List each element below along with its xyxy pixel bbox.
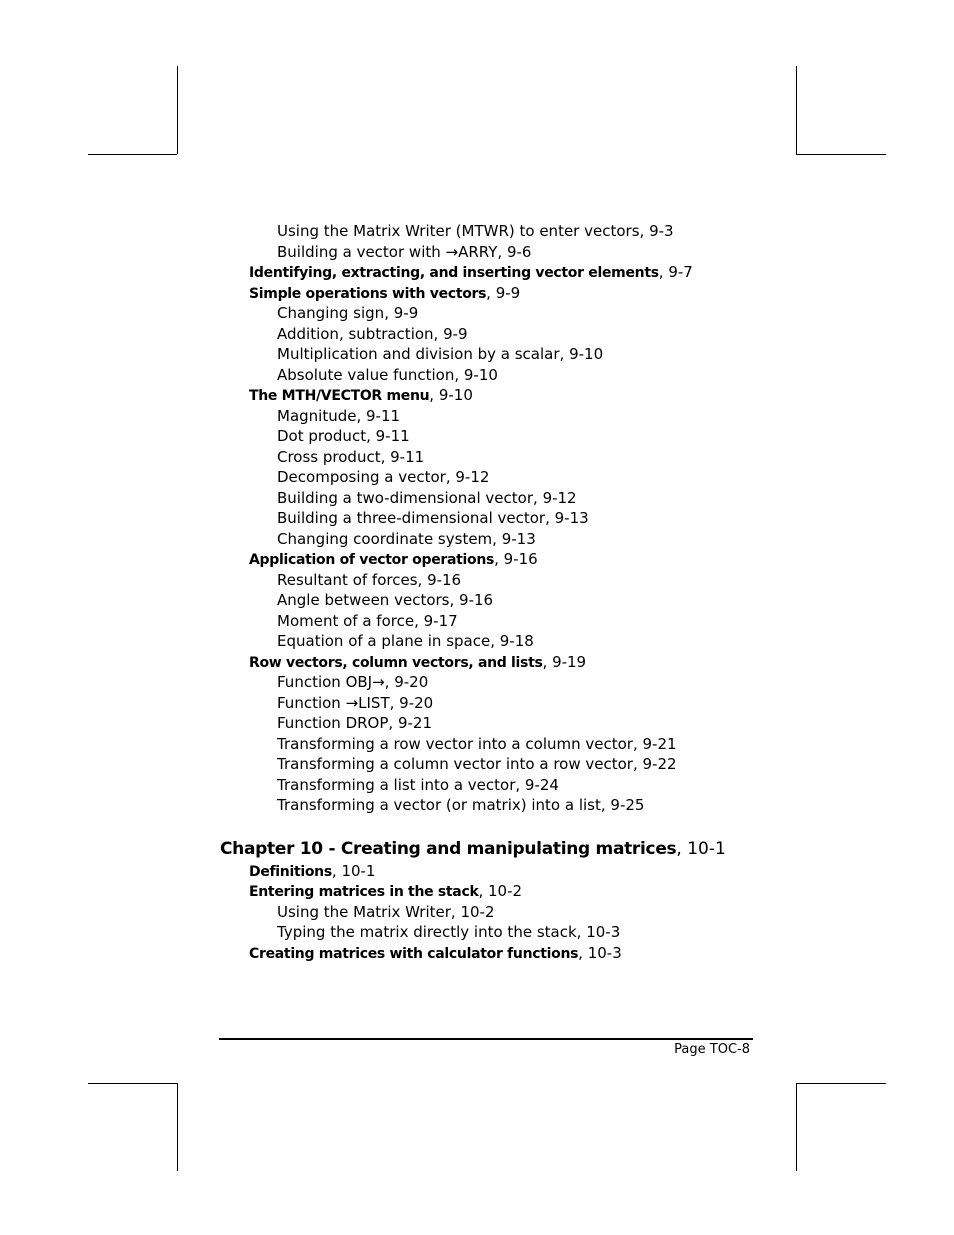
- toc-entry-page: 9-6: [506, 242, 532, 261]
- toc-section-entry: [249, 385, 473, 406]
- toc-entry-separator: ,: [494, 550, 504, 568]
- toc-entry-separator: ,: [676, 838, 688, 859]
- toc-subsection-entry: [277, 570, 461, 590]
- toc-entry-page: 9-17: [423, 611, 458, 630]
- toc-entry-title: Addition, subtraction: [277, 324, 434, 343]
- toc-entry-title: Using the Matrix Writer (MTWR) to enter vectors: [277, 222, 640, 240]
- toc-entry-title: Cross product: [277, 447, 381, 466]
- toc-entry-title: Building a vector with →ARRY: [277, 242, 498, 261]
- crop-mark: [796, 66, 797, 154]
- toc-entry-separator: ,: [515, 775, 525, 794]
- toc-entry-title: Moment of a force: [277, 611, 415, 630]
- toc-entry-page: 9-3: [649, 222, 674, 240]
- crop-mark: [177, 66, 178, 154]
- toc-entry-title: Definitions: [249, 863, 332, 880]
- toc-entry-title: Using the Matrix Writer: [277, 902, 451, 921]
- toc-entry-separator: ,: [578, 943, 588, 962]
- toc-subsection-entry: [277, 672, 428, 692]
- toc-entry-page: 10-3: [587, 943, 622, 962]
- toc-entry-title: Transforming a vector (or matrix) into a list: [277, 796, 601, 814]
- toc-entry-page: 9-11: [375, 427, 410, 445]
- toc-entry-page: 9-7: [668, 263, 693, 281]
- toc-entry-separator: ,: [576, 923, 587, 941]
- toc-subsection-entry: [277, 365, 498, 385]
- toc-entry-title: Resultant of forces: [277, 570, 418, 589]
- toc-entry-title: Application of vector operations: [249, 552, 495, 568]
- toc-entry-separator: ,: [388, 714, 398, 732]
- toc-entry-separator: ,: [449, 591, 460, 609]
- toc-entry-page: 9-18: [499, 632, 534, 650]
- toc-entry-title: Changing sign: [277, 304, 385, 322]
- toc-entry-page: 9-10: [463, 365, 498, 384]
- toc-entry-separator: ,: [384, 673, 395, 691]
- toc-entry-page: 9-11: [390, 447, 425, 466]
- toc-subsection-entry: [277, 775, 559, 795]
- toc-chapter-entry: [220, 838, 726, 860]
- toc-section-entry: [249, 943, 622, 964]
- toc-entry-page: 9-21: [642, 734, 677, 753]
- toc-entry-title: Entering matrices in the stack: [249, 884, 479, 900]
- toc-section-entry: [249, 283, 520, 304]
- toc-entry-separator: ,: [542, 652, 553, 671]
- toc-entry-separator: ,: [366, 427, 376, 445]
- toc-entry-title: Typing the matrix directly into the stack: [277, 923, 577, 941]
- toc-entry-title: Function OBJ→: [277, 673, 385, 691]
- toc-entry-title: Building a three-dimensional vector: [277, 509, 546, 527]
- toc-subsection-entry: [277, 693, 433, 713]
- toc-entry-page: 9-16: [503, 550, 538, 568]
- crop-mark: [796, 154, 886, 155]
- toc-entry-page: 9-21: [397, 714, 432, 732]
- toc-entry-separator: ,: [559, 345, 570, 363]
- crop-mark: [88, 154, 177, 155]
- toc-entry-title: Function DROP: [277, 714, 389, 732]
- toc-section-entry: [249, 262, 693, 283]
- toc-entry-title: Identifying, extracting, and inserting vector elements: [249, 265, 659, 281]
- toc-subsection-entry: [277, 734, 677, 754]
- toc-section-entry: [249, 652, 586, 673]
- toc-subsection-entry: [277, 467, 489, 487]
- toc-entry-separator: ,: [429, 386, 439, 404]
- toc-entry-separator: ,: [545, 509, 555, 527]
- toc-entry-title: The MTH/VECTOR menu: [249, 388, 430, 404]
- toc-entry-title: Transforming a row vector into a column vector: [277, 734, 633, 753]
- toc-section-entry: [249, 861, 375, 882]
- toc-entry-title: Absolute value function: [277, 365, 455, 384]
- toc-entry-title: Equation of a plane in space: [277, 632, 491, 650]
- toc-entry-page: 9-24: [524, 775, 559, 794]
- crop-mark: [88, 1083, 177, 1084]
- toc-subsection-entry: [277, 754, 677, 774]
- toc-entry-separator: ,: [478, 882, 489, 900]
- toc-subsection-entry: [277, 303, 418, 323]
- toc-entry-separator: ,: [600, 796, 611, 814]
- toc-entry-page: 9-9: [495, 283, 521, 302]
- toc-subsection-entry: [277, 508, 589, 528]
- toc-entry-title: Magnitude: [277, 406, 357, 425]
- toc-subsection-entry: [277, 611, 458, 631]
- toc-subsection-entry: [277, 529, 536, 549]
- toc-entry-page: 9-16: [427, 570, 462, 589]
- toc-entry-page: 9-19: [552, 652, 587, 671]
- toc-subsection-entry: [277, 406, 400, 426]
- toc-entry-separator: ,: [384, 304, 394, 322]
- toc-entry-title: Transforming a list into a vector: [277, 775, 516, 794]
- toc-subsection-entry: [277, 922, 620, 942]
- toc-entry-title: Function →LIST: [277, 693, 390, 712]
- toc-entry-title: Simple operations with vectors: [249, 285, 487, 302]
- toc-subsection-entry: [277, 426, 410, 446]
- toc-entry-page: 9-12: [455, 468, 490, 486]
- toc-entry-title: Row vectors, column vectors, and lists: [249, 654, 543, 671]
- toc-entry-separator: ,: [417, 570, 428, 589]
- toc-entry-separator: ,: [356, 406, 367, 425]
- toc-entry-separator: ,: [433, 324, 444, 343]
- toc-entry-separator: ,: [486, 283, 496, 302]
- toc-entry-page: 10-1: [341, 861, 376, 880]
- toc-entry-separator: ,: [639, 222, 650, 240]
- toc-subsection-entry: [277, 713, 432, 733]
- toc-entry-separator: ,: [389, 693, 400, 712]
- toc-entry-page: 9-10: [438, 386, 473, 404]
- toc-entry-page: 9-25: [610, 796, 645, 814]
- toc-entry-title: Creating matrices with calculator functions: [249, 945, 579, 962]
- toc-entry-page: 9-20: [394, 673, 429, 691]
- toc-entry-title: Changing coordinate system: [277, 529, 493, 548]
- toc-entry-separator: ,: [658, 263, 669, 281]
- toc-entry-separator: ,: [490, 632, 500, 650]
- toc-subsection-entry: [277, 795, 644, 815]
- toc-entry-separator: ,: [414, 611, 424, 630]
- toc-entry-page: 10-1: [687, 838, 726, 859]
- toc-section-entry: [249, 881, 522, 902]
- toc-entry-title: Decomposing a vector: [277, 468, 446, 486]
- toc-entry-separator: ,: [450, 902, 461, 921]
- crop-mark: [796, 1083, 886, 1084]
- toc-section-entry: [249, 549, 538, 570]
- toc-entry-title: Chapter 10 - Creating and manipulating matrices: [220, 838, 677, 859]
- toc-subsection-entry: [277, 344, 603, 364]
- toc-entry-title: Transforming a column vector into a row vector: [277, 755, 633, 773]
- toc-entry-title: Multiplication and division by a scalar: [277, 345, 560, 363]
- toc-entry-title: Building a two-dimensional vector: [277, 488, 534, 507]
- toc-entry-title: Angle between vectors: [277, 591, 450, 609]
- toc-subsection-entry: [277, 242, 531, 262]
- toc-entry-separator: ,: [533, 488, 543, 507]
- toc-entry-page: 9-9: [393, 304, 419, 322]
- footer-rule: [219, 1038, 753, 1040]
- toc-entry-separator: ,: [454, 365, 464, 384]
- toc-entry-separator: ,: [632, 755, 643, 773]
- toc-entry-page: 10-3: [586, 923, 621, 941]
- toc-entry-page: 9-11: [366, 406, 401, 425]
- toc-subsection-entry: [277, 447, 424, 467]
- toc-entry-separator: ,: [380, 447, 391, 466]
- toc-entry-page: 9-13: [554, 509, 589, 527]
- toc-entry-page: 9-16: [459, 591, 494, 609]
- toc-entry-page: 9-13: [501, 529, 536, 548]
- toc-subsection-entry: [277, 221, 674, 241]
- toc-entry-page: 10-2: [488, 882, 523, 900]
- toc-entry-page: 10-2: [460, 902, 495, 921]
- toc-entry-separator: ,: [492, 529, 502, 548]
- toc-subsection-entry: [277, 324, 468, 344]
- toc-entry-separator: ,: [445, 468, 456, 486]
- toc-entry-page: 9-20: [399, 693, 434, 712]
- toc-subsection-entry: [277, 902, 495, 922]
- toc-entry-title: Dot product: [277, 427, 367, 445]
- crop-mark: [177, 1083, 178, 1171]
- toc-subsection-entry: [277, 488, 577, 508]
- toc-subsection-entry: [277, 590, 493, 610]
- toc-entry-page: 9-22: [642, 755, 677, 773]
- crop-mark: [796, 1083, 797, 1171]
- toc-entry-separator: ,: [497, 242, 507, 261]
- toc-subsection-entry: [277, 631, 534, 651]
- toc-entry-separator: ,: [632, 734, 643, 753]
- toc-entry-page: 9-12: [542, 488, 577, 507]
- toc-entry-page: 9-10: [569, 345, 604, 363]
- toc-entry-page: 9-9: [443, 324, 468, 343]
- toc-entry-separator: ,: [331, 861, 342, 880]
- page-label: Page TOC-8: [674, 1042, 750, 1057]
